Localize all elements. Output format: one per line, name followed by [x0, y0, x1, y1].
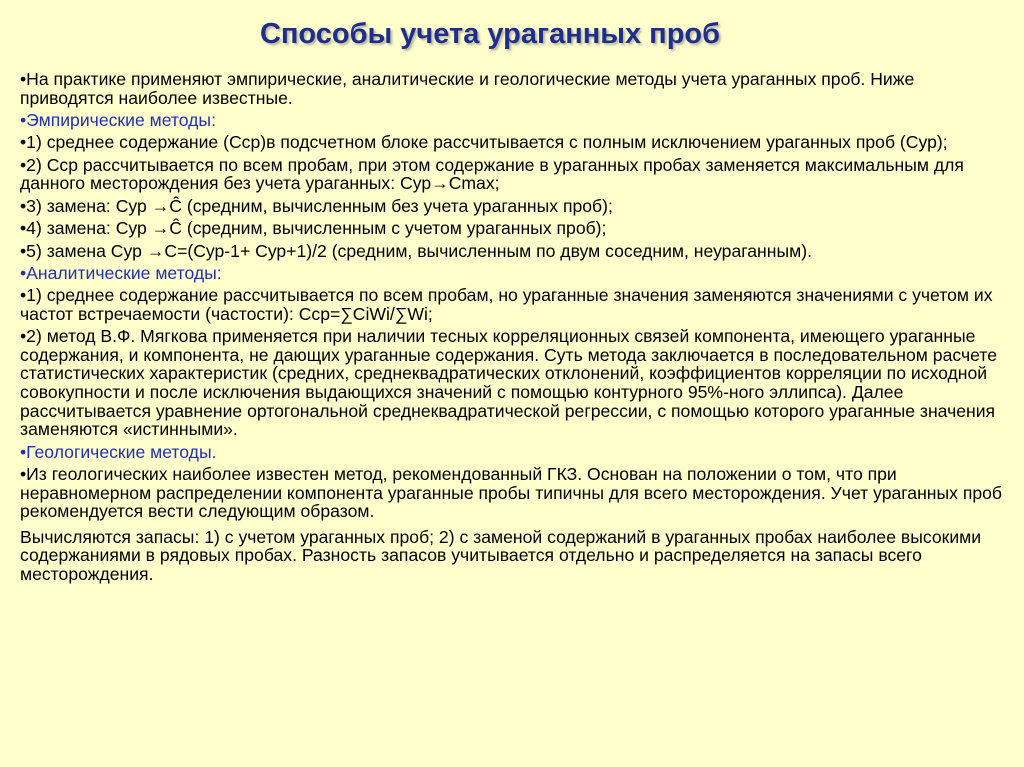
paragraph-analytical-1: •1) среднее содержание рассчитывается по всем пробам, но ураганные значения заменяются значениями с учетом их частот встречаемости (частости): Cср=∑CiWi/∑Wi;: [20, 285, 993, 324]
paragraph-empirical-5: •5) замена Cур →C=(Cур-1+ Cур+1)/2 (средним, вычисленным по двум соседним, неураганным).: [20, 240, 812, 261]
paragraph-empirical-3: •3) замена: Cур →Ĉ (средним, вычисленным без учета ураганных проб);: [20, 195, 613, 216]
paragraph-intro: •На практике применяют эмпирические, аналитические и геологические методы учета ураганных проб. Ниже приводятся наиболее известные.: [20, 69, 915, 108]
slide-title: Способы учета ураганных проб: [259, 18, 721, 50]
paragraph-geological-2: Вычисляются запасы: 1) с учетом ураганных проб; 2) с заменой содержаний в ураганных пробах наиболее высокими содержаниями в рядовых пробах. Разность запасов учитывается отдельно и распределяется на запасы всего месторождения.: [20, 526, 982, 585]
paragraph-empirical-1: •1) среднее содержание (Cср)в подсчетном блоке рассчитывается с полным исключением ураганных проб (Cур);: [20, 132, 948, 153]
paragraph-empirical-4: •4) замена: Cур →Ĉ (средним, вычисленным с учетом ураганных проб);: [20, 218, 607, 239]
paragraph-empirical-2: •2) Cср рассчитывается по всем пробам, при этом содержание в ураганных пробах заменяется максимальным для данного месторождения без учета ураганных: Cур→Cmax;: [20, 154, 964, 194]
heading-empirical: •Эмпирические методы:: [20, 109, 216, 130]
slide-body: [20, 70, 1010, 587]
paragraph-analytical-2: •2) метод В.Ф. Мягкова применяется при наличии тесных корреляционных связей компонента, имеющего ураганные содержания, и компонента, не дающих ураганные содержания. Суть метода заключается в последовательном расчете статистических характеристик (средних, среднеквадратических отклонений, коэффициентов корреляции по исходной совокупности и после исключения выдающихся значений с помощью контурного 95%-ного эллипса). Далее рассчитывается уравнение ортогональной среднеквадратической регрессии, с помощью которого ураганные значения заменяются «истинными».: [20, 326, 997, 440]
paragraph-geological-1: •Из геологических наиболее известен метод, рекомендованный ГКЗ. Основан на положении о том, что при неравномерном распределении компонента ураганные пробы типичны для всего месторождения. Учет ураганных проб рекомендуется вести следующим образом.: [20, 464, 1003, 522]
heading-analytical: •Аналитические методы:: [20, 262, 222, 283]
heading-geological: •Геологические методы.: [20, 441, 217, 462]
